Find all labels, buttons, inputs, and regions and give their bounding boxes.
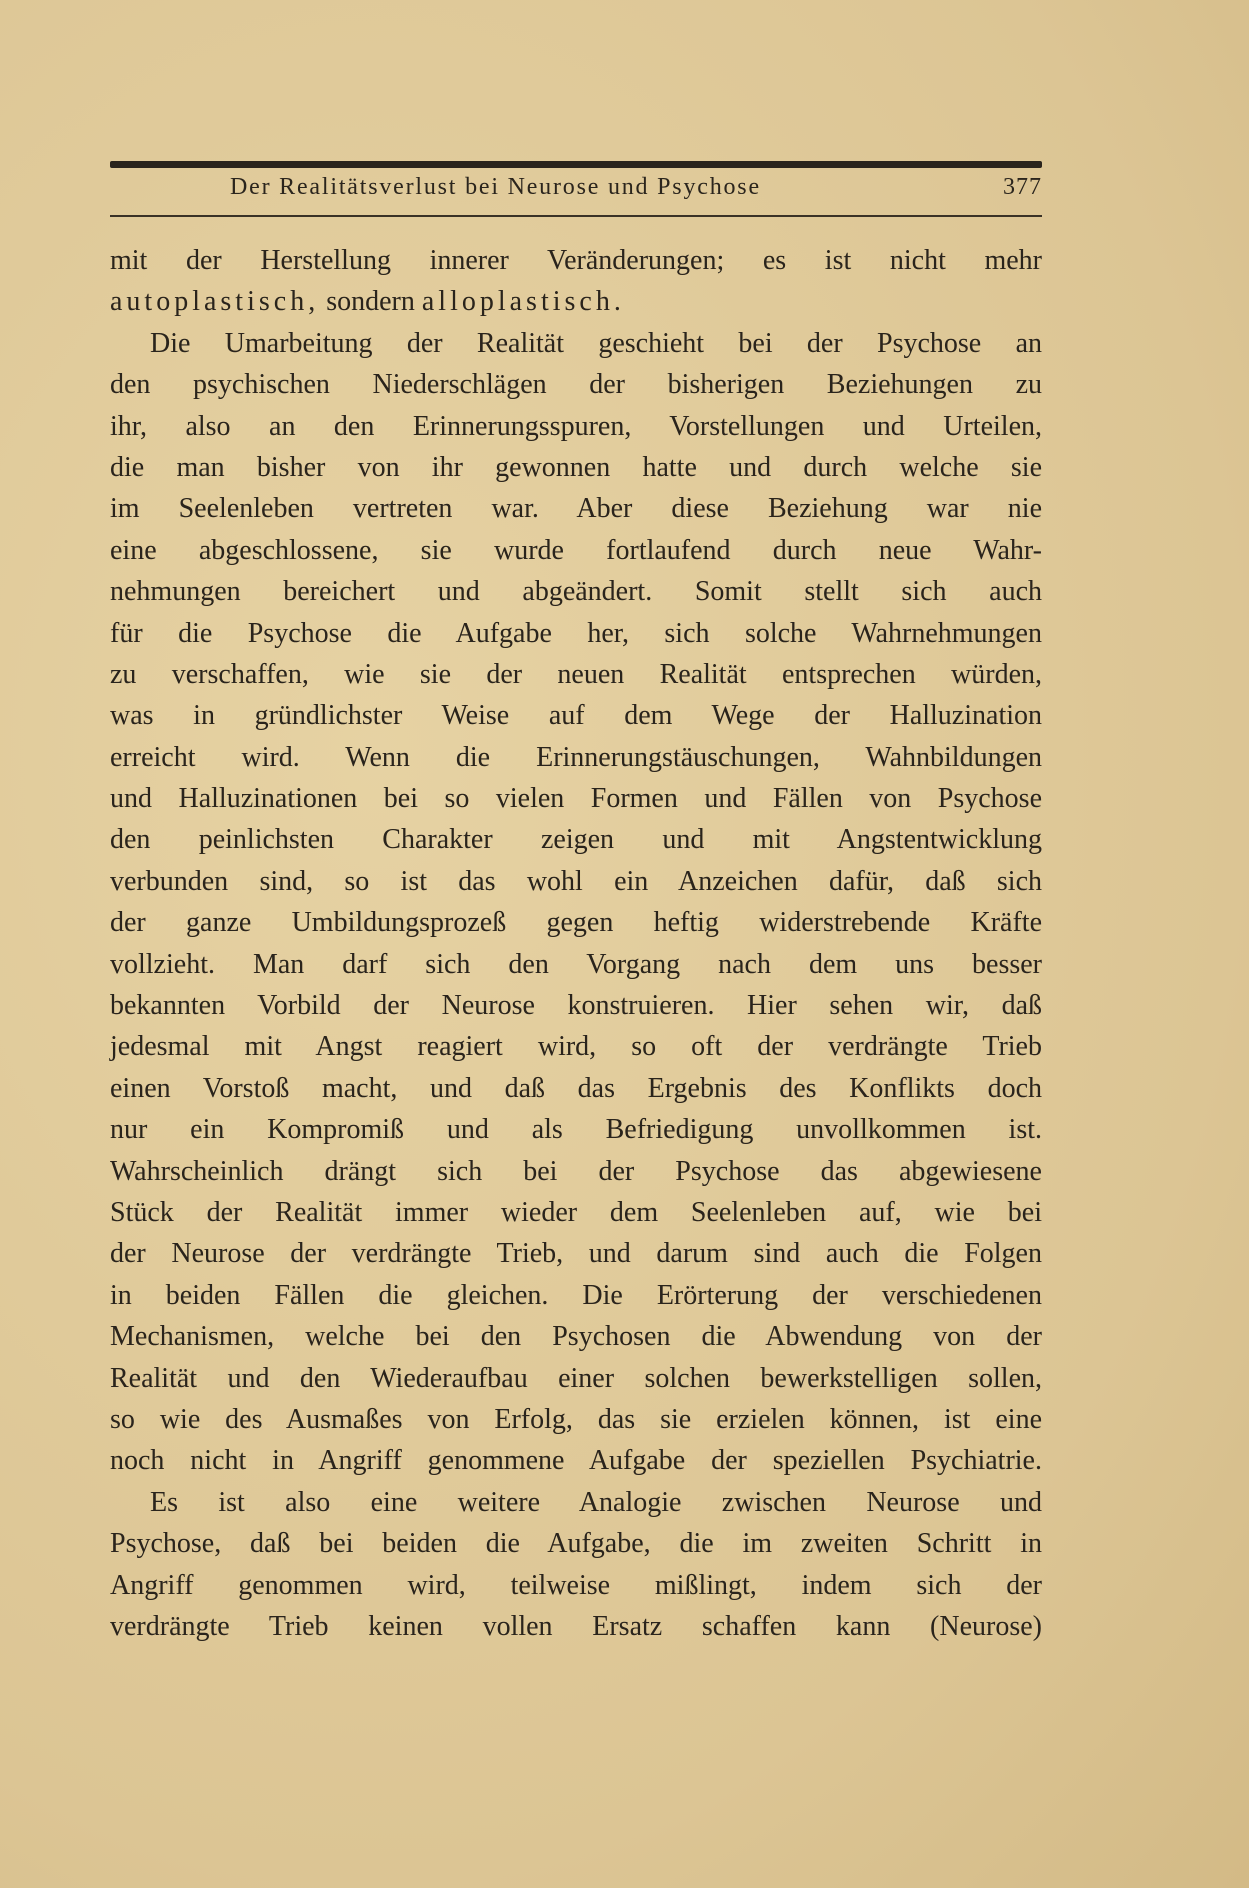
text-line	[110, 695, 1042, 736]
line-text: im Seelenleben vertreten war. Aber diese Beziehung war nie	[110, 493, 1042, 525]
line-text: Es ist also eine weitere Analogie zwischen Neurose und	[150, 1486, 1042, 1518]
text-line	[110, 1523, 1042, 1564]
text-line	[110, 1151, 1042, 1192]
text-line	[110, 240, 1042, 281]
text-line	[110, 1482, 1042, 1523]
line-text: nehmungen bereichert und abgeändert. Somit stellt sich auch	[110, 576, 1042, 608]
line-text: Wahrscheinlich drängt sich bei der Psychose das abgewiesene	[110, 1155, 1042, 1187]
page-number: 377	[1003, 174, 1042, 200]
line-text: verbunden sind, so ist das wohl ein Anzeichen dafür, daß sich	[110, 865, 1042, 897]
line-text: Psychose, daß bei beiden die Aufgabe, die im zweiten Schritt in	[110, 1528, 1042, 1560]
line-text: Stück der Realität immer wieder dem Seelenleben auf, wie bei	[110, 1196, 1042, 1228]
header-rule-thick	[110, 161, 1042, 168]
text-line	[110, 530, 1042, 571]
text-line	[110, 488, 1042, 529]
text-line	[110, 1275, 1042, 1316]
text-line	[110, 1233, 1042, 1274]
text-line	[110, 1316, 1042, 1357]
line-text: Mechanismen, welche bei den Psychosen die Abwendung von der	[110, 1321, 1042, 1353]
text-line	[110, 571, 1042, 612]
line-text: zu verschaffen, wie sie der neuen Realität entsprechen würden,	[110, 658, 1042, 690]
line-text: so wie des Ausmaßes von Erfolg, das sie erzielen können, ist eine	[110, 1403, 1042, 1435]
line-text: für die Psychose die Aufgabe her, sich solche Wahrnehmungen	[110, 617, 1042, 649]
text-line	[110, 737, 1042, 778]
line-text: den psychischen Niederschlägen der bisherigen Beziehungen zu	[110, 369, 1042, 401]
text-line	[110, 654, 1042, 695]
text-line	[110, 819, 1042, 860]
line-text: jedesmal mit Angst reagiert wird, so oft der verdrängte Trieb	[110, 1031, 1042, 1063]
line-text: in beiden Fällen die gleichen. Die Erörterung der verschiedenen	[110, 1279, 1042, 1311]
text-line	[110, 1192, 1042, 1233]
line-text: die man bisher von ihr gewonnen hatte und durch welche sie	[110, 451, 1042, 483]
text-line	[110, 281, 1042, 322]
emphasized-text: alloplastisch.	[421, 286, 625, 318]
line-text: erreicht wird. Wenn die Erinnerungstäuschungen, Wahnbildungen	[110, 741, 1042, 773]
line-text: was in gründlichster Weise auf dem Wege der Halluzination	[110, 700, 1042, 732]
text-line	[110, 1026, 1042, 1067]
running-head: Der Realitätsverlust bei Neurose und Psychose	[230, 174, 761, 200]
line-text: verdrängte Trieb keinen vollen Ersatz schaffen kann (Neurose)	[110, 1610, 1042, 1642]
line-text: der ganze Umbildungsprozeß gegen heftig widerstrebende Kräfte	[110, 907, 1042, 939]
line-text: Angriff genommen wird, teilweise mißlingt, indem sich der	[110, 1569, 1042, 1601]
text-line	[110, 1440, 1042, 1481]
line-text: ihr, also an den Erinnerungsspuren, Vorstellungen und Urteilen,	[110, 410, 1042, 442]
line-text: bekannten Vorbild der Neurose konstruieren. Hier sehen wir, daß	[110, 990, 1042, 1022]
text-line	[110, 902, 1042, 943]
line-text: noch nicht in Angriff genommene Aufgabe der speziellen Psychiatrie.	[110, 1445, 1042, 1477]
line-text: den peinlichsten Charakter zeigen und mit Angstentwicklung	[110, 824, 1042, 856]
line-text: einen Vorstoß macht, und daß das Ergebnis des Konflikts doch	[110, 1072, 1042, 1104]
line-text: der Neurose der verdrängte Trieb, und darum sind auch die Folgen	[110, 1238, 1042, 1270]
text-line	[110, 944, 1042, 985]
line-text: Realität und den Wiederaufbau einer solchen bewerkstelligen sollen,	[110, 1362, 1042, 1394]
text-line	[110, 364, 1042, 405]
text-line	[110, 1358, 1042, 1399]
header-rule-thin	[110, 215, 1042, 217]
line-text: Die Umarbeitung der Realität geschieht bei der Psychose an	[150, 327, 1042, 359]
body-text	[110, 240, 1042, 1647]
text-line	[110, 861, 1042, 902]
text-line	[110, 1068, 1042, 1109]
text-line	[110, 985, 1042, 1026]
line-text: und Halluzinationen bei so vielen Formen und Fällen von Psychose	[110, 783, 1042, 815]
text-line	[110, 1606, 1042, 1647]
text-line	[110, 1399, 1042, 1440]
text-line	[110, 1565, 1042, 1606]
text-line	[110, 1109, 1042, 1150]
emphasized-text: autoplastisch,	[110, 286, 320, 318]
line-text: mit der Herstellung innerer Veränderungen; es ist nicht mehr	[110, 245, 1042, 276]
line-text: vollzieht. Man darf sich den Vorgang nach dem uns besser	[110, 948, 1042, 980]
text-line	[110, 778, 1042, 819]
text-line	[110, 613, 1042, 654]
line-text: nur ein Kompromiß und als Befriedigung unvollkommen ist.	[110, 1114, 1042, 1146]
text-line	[110, 447, 1042, 488]
line-text: sondern	[319, 286, 422, 318]
line-text: eine abgeschlossene, sie wurde fortlaufend durch neue Wahr-	[110, 534, 1042, 566]
text-line	[110, 406, 1042, 447]
text-line	[110, 323, 1042, 364]
